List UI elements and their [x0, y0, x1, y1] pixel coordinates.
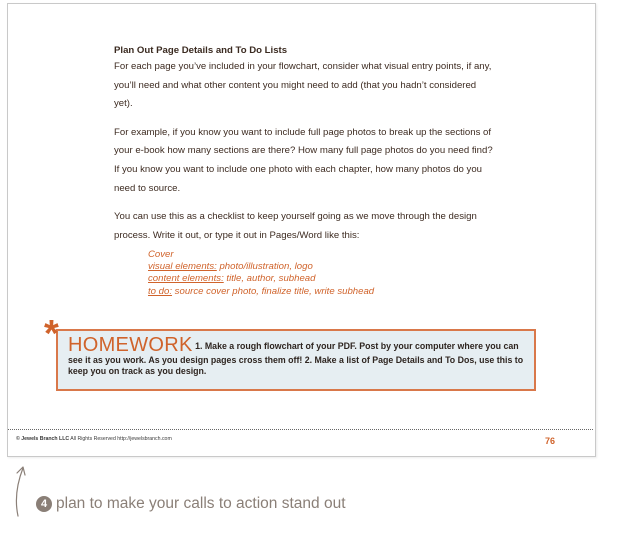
paragraph-3: You can use this as a checklist to keep yourself going as we move through the design process. Write it out, or type it out in Pages/Word like this: — [114, 211, 477, 241]
homework-title: HOMEWORK — [68, 334, 193, 356]
checklist-content-value: title, author, subhead — [223, 273, 316, 285]
up-arrow-icon — [8, 460, 32, 520]
checklist-title: Cover — [148, 249, 174, 260]
annotation-caption — [36, 495, 346, 513]
checklist-visual-label: visual elements: — [148, 261, 217, 273]
checklist-visual-row — [148, 261, 468, 273]
footer-copyright-bold: © Jewels Branch LLC — [16, 436, 70, 442]
checklist-content-label: content elements: — [148, 273, 224, 285]
paragraph-2: For example, if you know you want to include full page photos to break up the sections of your e-book how many sections are there? How many full page photos do you need find? If you know you want to include one photo with each chapter, how many photos do you need to source. — [114, 126, 493, 194]
checklist-example — [148, 249, 468, 298]
homework-content — [68, 335, 530, 377]
paragraph-1: For each page you’ve included in your flowchart, consider what visual entry points, if any, you’ll need and what other content you might need to add (that you hadn’t considered yet). — [114, 61, 492, 110]
footer-copyright — [16, 436, 172, 442]
checklist-content-row — [148, 273, 468, 285]
checklist-todo-label: to do: — [148, 285, 173, 297]
homework-text: 1. Make a rough flowchart of your PDF. Post by your computer where you can see it as you work. As you design pages cross them off! 2. Make a list of Page Details and To Dos, use this to keep you on track as you design. — [68, 341, 524, 376]
checklist-visual-value: photo/illustration, logo — [216, 261, 313, 273]
asterisk-icon: * — [44, 313, 59, 355]
document-body — [114, 44, 494, 255]
footer-divider — [8, 429, 593, 430]
homework-box — [56, 329, 536, 391]
step-number-badge: 4 — [36, 496, 52, 512]
checklist-todo-value: source cover photo, finalize title, write subhead — [172, 285, 375, 297]
footer-copyright-rest: All Rights Reserved http://jewelsbranch.com — [69, 436, 172, 442]
page-number: 76 — [545, 436, 556, 446]
checklist-todo-row — [148, 286, 468, 298]
annotation-text: plan to make your calls to action stand out — [56, 495, 346, 512]
section-heading: Plan Out Page Details and To Do Lists — [114, 45, 288, 56]
